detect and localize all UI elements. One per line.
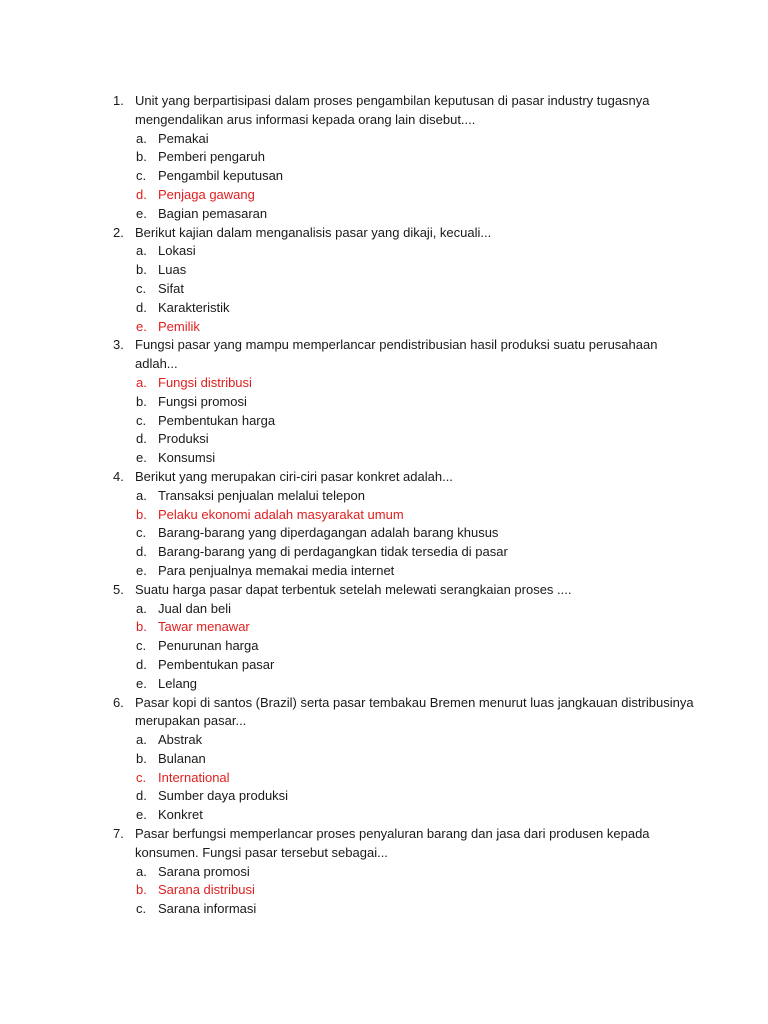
option-text: Penurunan harga: [158, 638, 259, 654]
option-text: Konsumsi: [158, 450, 216, 466]
option-text: Transaksi penjualan melalui telepon: [158, 487, 365, 503]
answer-option: [0, 863, 768, 882]
option-letter: c.: [136, 638, 147, 654]
option-letter: e.: [136, 318, 147, 334]
answer-option: [0, 900, 768, 919]
option-letter: d.: [136, 656, 147, 672]
question-2: [0, 224, 768, 337]
option-letter: b.: [136, 149, 147, 165]
option-text: Pemilik: [158, 318, 200, 334]
option-letter: b.: [136, 619, 147, 635]
question-number: 4.: [113, 468, 124, 484]
option-text: Pengambil keputusan: [158, 168, 284, 184]
option-text: Sarana informasi: [158, 901, 257, 917]
answer-option: [0, 412, 768, 431]
question-text: Pasar berfungsi memperlancar proses penyaluran barang dan jasa dari produsen kepada konsumen. Fungsi pasar tersebut sebagai...: [135, 826, 650, 860]
question-text: Suatu harga pasar dapat terbentuk setelah melewati serangkaian proses ....: [135, 581, 572, 597]
option-letter: c.: [136, 168, 147, 184]
option-text: Penjaga gawang: [158, 186, 255, 202]
answer-option: [0, 148, 768, 167]
option-text: Bulanan: [158, 750, 206, 766]
question-number: 2.: [113, 224, 124, 240]
option-letter: c.: [136, 525, 147, 541]
question-3: [0, 336, 768, 468]
option-letter: c.: [136, 280, 147, 296]
option-letter: b.: [136, 262, 147, 278]
answer-option: [0, 524, 768, 543]
question-1: [0, 92, 768, 224]
answer-option: [0, 430, 768, 449]
option-letter: e.: [136, 450, 147, 466]
answer-option: [0, 675, 768, 694]
option-letter: b.: [136, 750, 147, 766]
question-line: [0, 825, 768, 863]
option-text: Sarana distribusi: [158, 882, 255, 898]
answer-option: [0, 787, 768, 806]
answer-option: [0, 393, 768, 412]
option-letter: a.: [136, 863, 147, 879]
option-text: Lelang: [158, 675, 198, 691]
question-number: 1.: [113, 93, 124, 108]
answer-option-correct: [0, 374, 768, 393]
question-7: [0, 825, 768, 919]
option-letter: a.: [136, 487, 147, 503]
question-line: [0, 92, 768, 130]
option-letter: a.: [136, 374, 147, 390]
option-text: Fungsi distribusi: [158, 374, 252, 390]
option-text: Sarana promosi: [158, 863, 250, 879]
option-letter: a.: [136, 732, 147, 748]
answer-option: [0, 731, 768, 750]
option-text: Luas: [158, 262, 187, 278]
option-letter: a.: [136, 130, 147, 146]
answer-option: [0, 242, 768, 261]
answer-option: [0, 261, 768, 280]
option-text: Sifat: [158, 280, 185, 296]
option-letter: d.: [136, 544, 147, 560]
question-text: Pasar kopi di santos (Brazil) serta pasar tembakau Bremen menurut luas jangkauan distribusinya merupakan pasar...: [135, 694, 694, 729]
answer-option: [0, 600, 768, 619]
option-letter: b.: [136, 393, 147, 409]
option-text: Abstrak: [158, 732, 203, 748]
answer-option-correct: [0, 618, 768, 637]
option-letter: d.: [136, 186, 147, 202]
option-letter: b.: [136, 506, 147, 522]
question-4: [0, 468, 768, 581]
option-text: Pembentukan harga: [158, 412, 276, 428]
option-text: Tawar menawar: [158, 619, 250, 635]
option-text: Pelaku ekonomi adalah masyarakat umum: [158, 506, 404, 522]
question-list: [0, 92, 768, 919]
option-text: Barang-barang yang di perdagangkan tidak tersedia di pasar: [158, 544, 508, 560]
option-text: International: [158, 769, 230, 785]
option-letter: b.: [136, 882, 147, 898]
option-letter: c.: [136, 769, 147, 785]
answer-option: [0, 637, 768, 656]
option-letter: d.: [136, 788, 147, 804]
option-letter: e.: [136, 205, 147, 221]
answer-option-correct: [0, 318, 768, 337]
option-letter: d.: [136, 299, 147, 315]
option-letter: a.: [136, 243, 147, 259]
answer-option: [0, 806, 768, 825]
question-line: [0, 468, 768, 487]
option-letter: e.: [136, 675, 147, 691]
question-line: [0, 694, 768, 732]
option-letter: e.: [136, 807, 147, 823]
question-number: 6.: [113, 694, 124, 710]
option-letter: e.: [136, 562, 147, 578]
answer-option: [0, 750, 768, 769]
answer-option: [0, 656, 768, 675]
question-line: [0, 336, 768, 374]
answer-option: [0, 543, 768, 562]
question-line: [0, 581, 768, 600]
answer-option: [0, 167, 768, 186]
option-text: Produksi: [158, 431, 209, 447]
answer-option: [0, 562, 768, 581]
question-number: 3.: [113, 337, 124, 353]
option-text: Pembentukan pasar: [158, 656, 275, 672]
option-letter: d.: [136, 431, 147, 447]
option-letter: c.: [136, 901, 147, 917]
question-text: Fungsi pasar yang mampu memperlancar pendistribusian hasil produksi suatu perusahaan adlah...: [135, 337, 658, 372]
option-text: Pemakai: [158, 130, 209, 146]
answer-option-correct: [0, 769, 768, 788]
option-text: Jual dan beli: [158, 600, 231, 616]
question-6: [0, 694, 768, 826]
option-text: Sumber daya produksi: [158, 788, 289, 804]
question-text: Berikut yang merupakan ciri-ciri pasar konkret adalah...: [135, 468, 453, 484]
answer-option-correct: [0, 881, 768, 900]
option-text: Konkret: [158, 807, 203, 823]
option-text: Fungsi promosi: [158, 393, 247, 409]
answer-option: [0, 299, 768, 318]
answer-option: [0, 280, 768, 299]
question-5: [0, 581, 768, 694]
option-text: Pemberi pengaruh: [158, 149, 265, 165]
answer-option-correct: [0, 186, 768, 205]
answer-option: [0, 130, 768, 149]
option-letter: c.: [136, 412, 147, 428]
option-text: Para penjualnya memakai media internet: [158, 562, 395, 578]
option-text: Barang-barang yang diperdagangan adalah barang khusus: [158, 525, 499, 541]
question-number: 7.: [113, 826, 124, 842]
option-text: Bagian pemasaran: [158, 205, 268, 221]
answer-option: [0, 205, 768, 224]
answer-option: [0, 449, 768, 468]
answer-option: [0, 487, 768, 506]
question-text: Berikut kajian dalam menganalisis pasar yang dikaji, kecuali...: [135, 224, 492, 240]
option-text: Karakteristik: [158, 299, 230, 315]
question-line: [0, 224, 768, 243]
option-letter: a.: [136, 600, 147, 616]
question-text: Unit yang berpartisipasi dalam proses pengambilan keputusan di pasar industry tugasnya mengendalikan arus informasi kepada orang lain disebut....: [135, 93, 650, 127]
question-number: 5.: [113, 581, 124, 597]
option-text: Lokasi: [158, 243, 196, 259]
answer-option-correct: [0, 506, 768, 525]
